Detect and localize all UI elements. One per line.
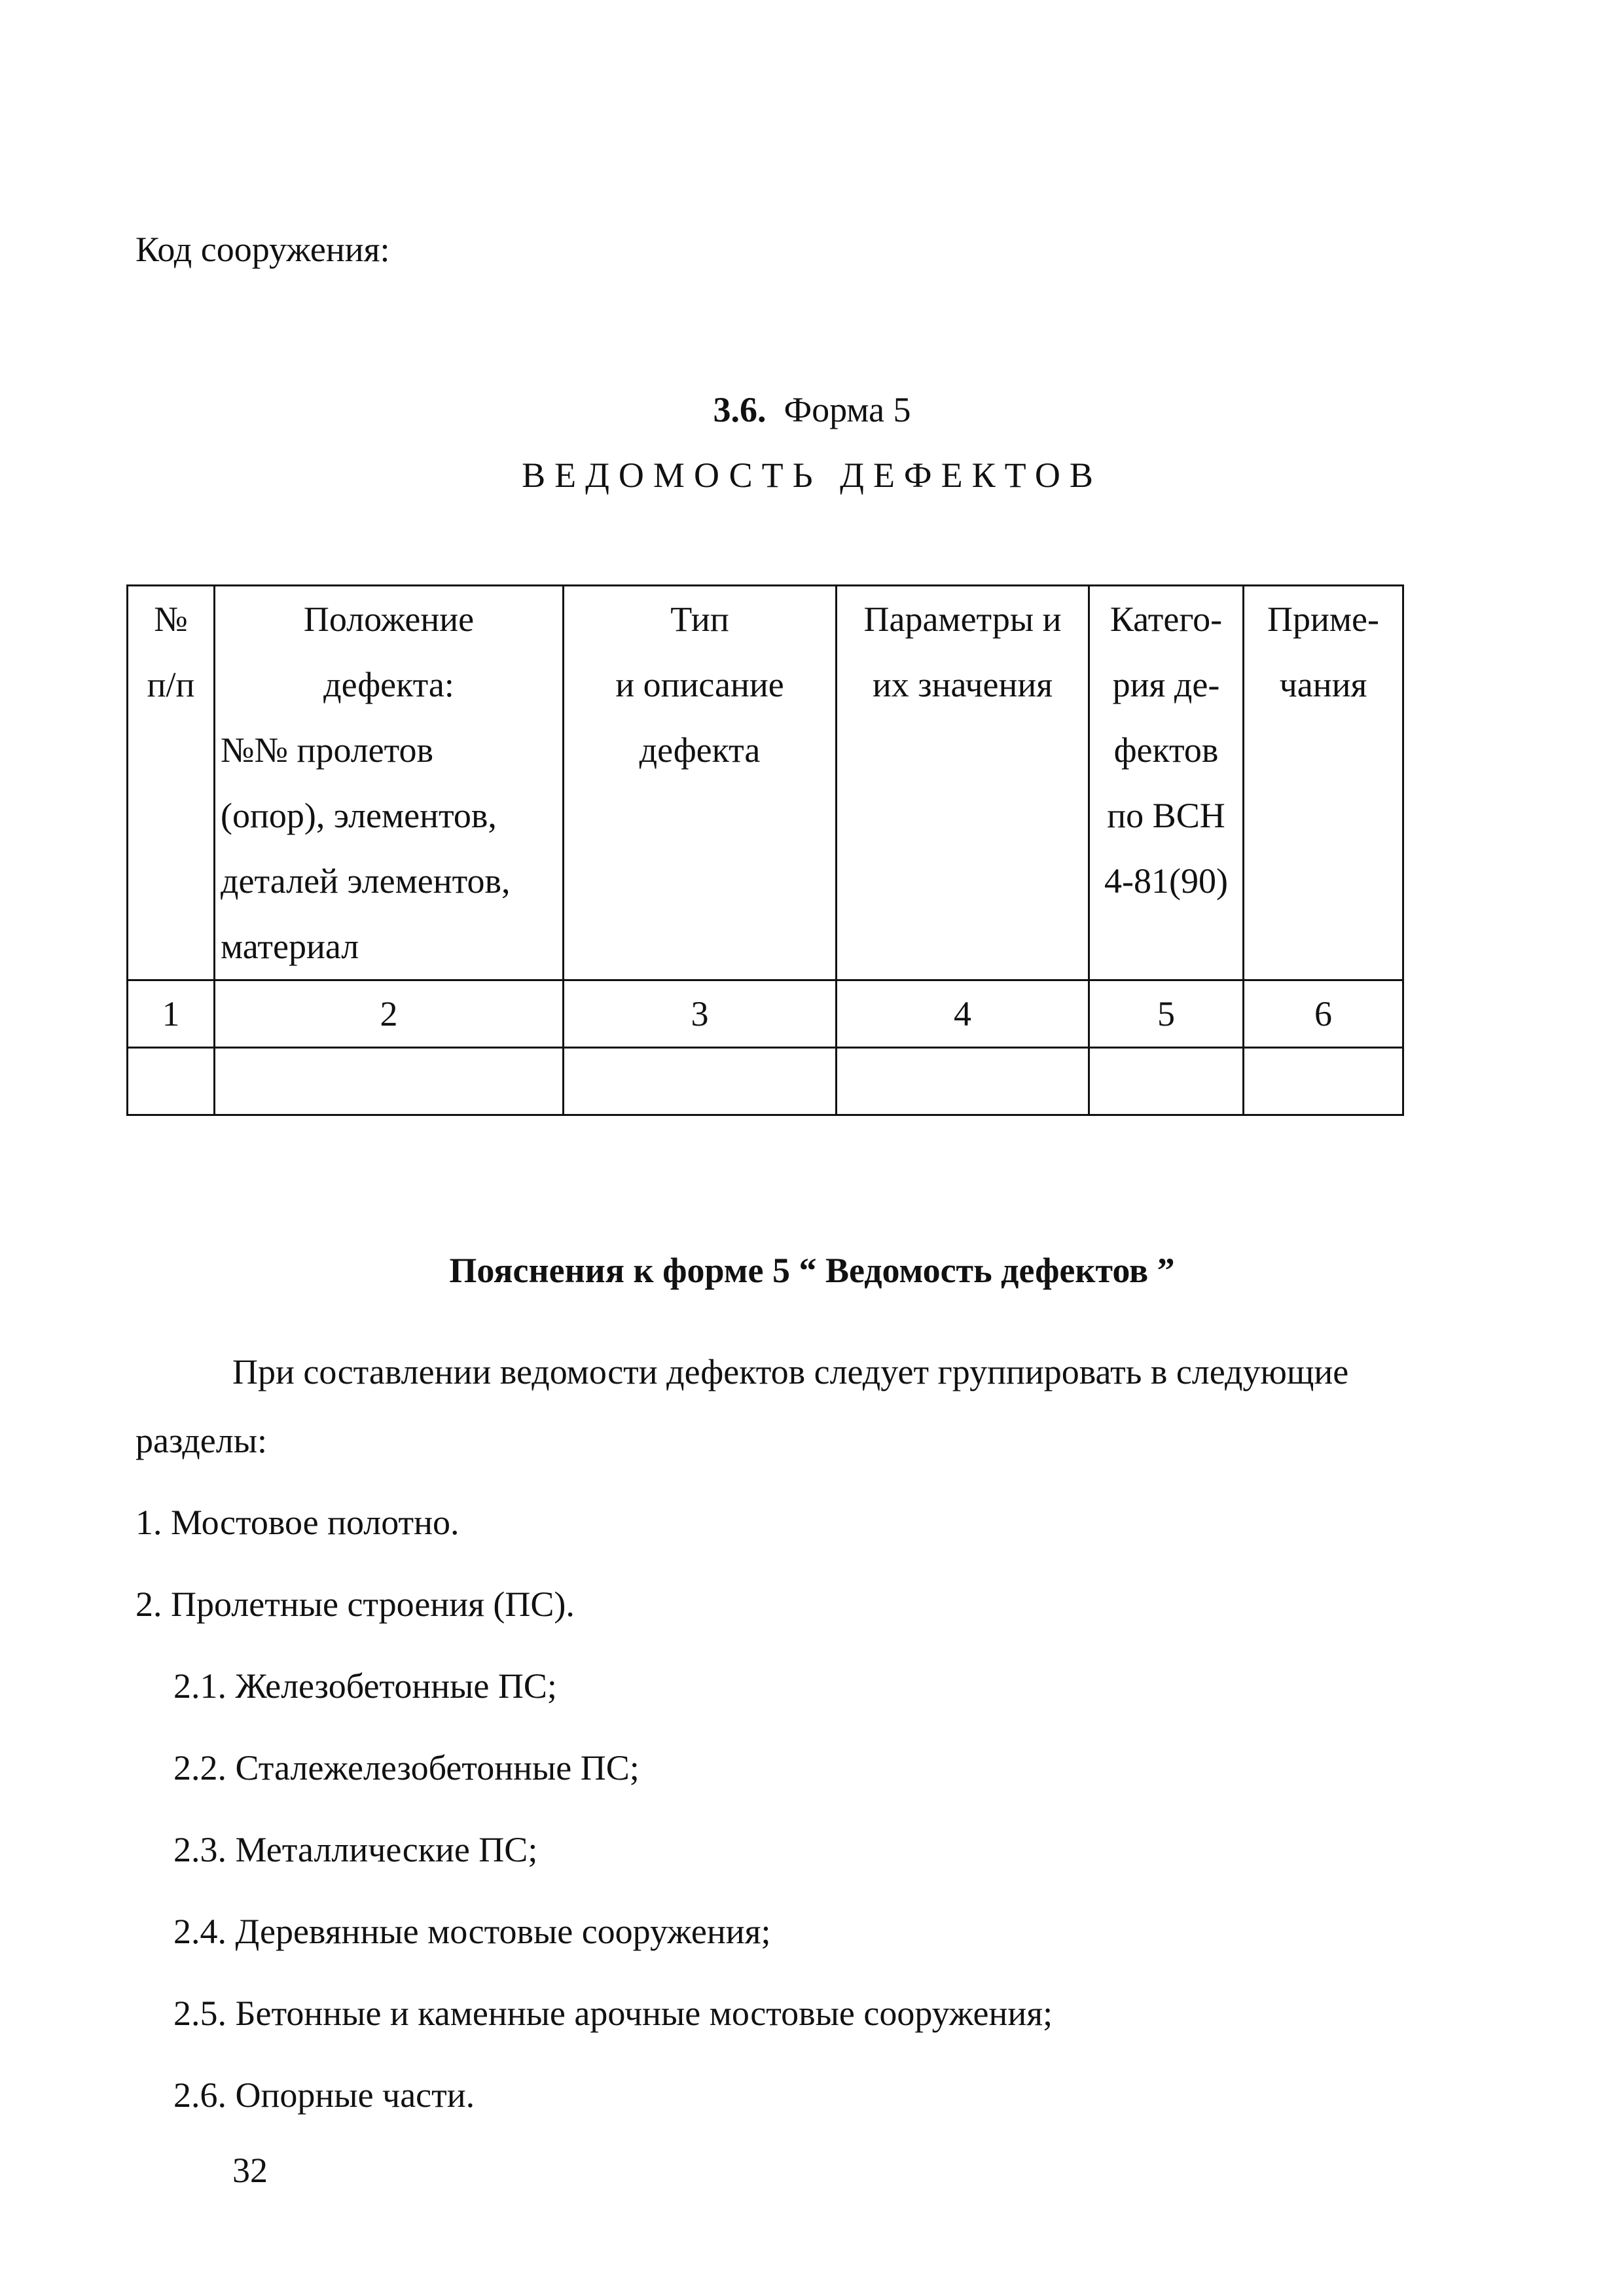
column-number: 1 bbox=[128, 980, 215, 1048]
list-item: 2.2. Сталежелезобетонные ПС; bbox=[173, 1748, 640, 1787]
column-number: 6 bbox=[1244, 980, 1403, 1048]
table-header-row bbox=[128, 586, 1403, 980]
list-item: 2.1. Железобетонные ПС; bbox=[173, 1666, 557, 1706]
empty-cell bbox=[564, 1048, 837, 1115]
defects-table bbox=[126, 584, 1404, 1116]
form-heading bbox=[0, 389, 1624, 430]
column-number: 4 bbox=[837, 980, 1089, 1048]
notes-intro-line1: При составлении ведомости дефектов следует группировать в следующие bbox=[232, 1352, 1349, 1391]
column-number: 5 bbox=[1089, 980, 1244, 1048]
column-number: 2 bbox=[215, 980, 564, 1048]
notes-heading: Пояснения к форме 5 “ Ведомость дефектов ” bbox=[449, 1251, 1175, 1290]
header-cell-type: Тип и описание дефекта bbox=[564, 586, 837, 980]
list-item: 2. Пролетные строения (ПС). bbox=[135, 1585, 575, 1624]
empty-cell bbox=[1244, 1048, 1403, 1115]
empty-cell bbox=[128, 1048, 215, 1115]
notes-intro-line2: разделы: bbox=[135, 1421, 267, 1460]
list-item: 2.4. Деревянные мостовые сооружения; bbox=[173, 1912, 771, 1951]
list-item: 2.5. Бетонные и каменные арочные мостовые сооружения; bbox=[173, 1994, 1053, 2033]
header-cell-position: Положение дефекта: №№ пролетов (опор), элементов, деталей элементов, материал bbox=[215, 586, 564, 980]
list-item: 1. Мостовое полотно. bbox=[135, 1503, 460, 1542]
form-title: ВЕДОМОСТЬ ДЕФЕКТОВ bbox=[522, 456, 1102, 495]
column-number: 3 bbox=[564, 980, 837, 1048]
empty-cell bbox=[837, 1048, 1089, 1115]
list-item: 2.6. Опорные части. bbox=[173, 2075, 475, 2115]
empty-cell bbox=[1089, 1048, 1244, 1115]
header-cell-number: № п/п bbox=[128, 586, 215, 980]
header-cell-category: Катего- рия де- фектов по ВСН 4-81(90) bbox=[1089, 586, 1244, 980]
structure-code-label: Код сооружения: bbox=[135, 230, 390, 269]
list-item: 2.3. Металлические ПС; bbox=[173, 1830, 538, 1869]
header-cell-notes: Приме- чания bbox=[1244, 586, 1403, 980]
header-cell-parameters: Параметры и их значения bbox=[837, 586, 1089, 980]
empty-data-row bbox=[128, 1048, 1403, 1115]
page-number: 32 bbox=[232, 2151, 268, 2190]
form-section-number: 3.6. bbox=[713, 390, 767, 429]
empty-cell bbox=[215, 1048, 564, 1115]
form-label: Форма 5 bbox=[784, 390, 911, 429]
column-number-row bbox=[128, 980, 1403, 1048]
